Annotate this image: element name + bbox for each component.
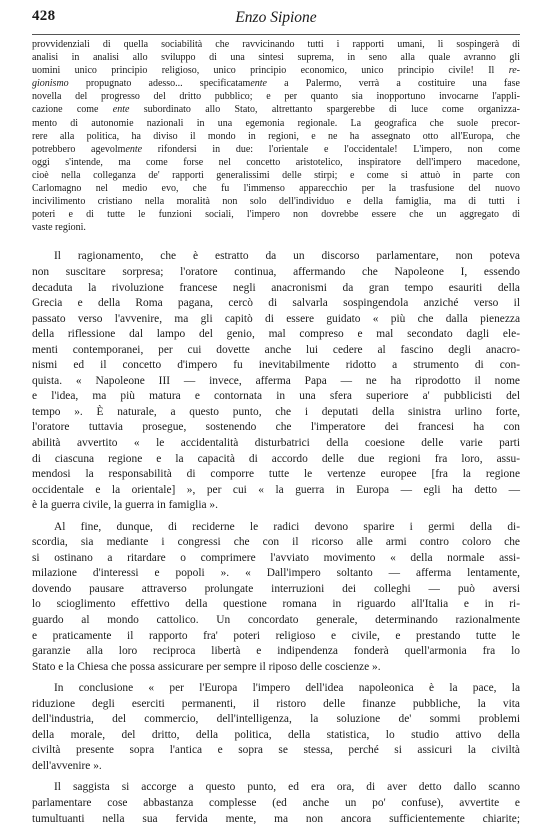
document-page xyxy=(32,8,520,827)
quote-line: potrebbero agevolmente rifondersi in due: l'orientale e l'occidentale! L'impero, non come xyxy=(32,143,521,155)
paragraph-line: passato verso l'avvenire, ma gli capitò di essere guidato « più che dalla pienezza xyxy=(32,312,520,325)
paragraph xyxy=(32,780,520,827)
paragraph-line: decaduta la rivoluzione francese negli anacronismi da gran tempo esauriti della xyxy=(32,281,520,294)
quote-line: novella del progresso del dritto pubblico; e per quanto sia inopportuno invocarne l'appli- xyxy=(32,91,520,103)
quote-line: uomini unico principio religioso, unico principio economico, unico principio civile! Il re- xyxy=(32,65,520,77)
paragraph-line: dell'industria, del commercio, dell'intelligenza, la soluzione de' sommi problemi xyxy=(32,713,520,726)
paragraph-line: menti contemporanei, per cui dovette anche lui cedere al fascino degli anacro- xyxy=(32,343,520,356)
paragraph-line: Il ragionamento, che è estratto da un discorso parlamentare, non poteva xyxy=(54,250,520,263)
quote-line: gionismo propugnato adesso... specificatamente a Palermo, verrà a costituire una fase xyxy=(32,78,520,90)
paragraph-line: occidentale e la orientale] », per cui « la guerra in Europa — egli ha detto — xyxy=(32,483,520,496)
paragraph-line: dovendo pausare attraverso prolungate interruzioni dei colleghi — può aversi xyxy=(32,582,520,595)
paragraph-line: In conclusione « per l'Europa l'impero dell'idea napoleonica è la pace, la xyxy=(54,682,520,695)
paragraph-line: nismi ed il concetto d'impero fu inevitabilmente ridotto a strumento di con- xyxy=(32,359,520,372)
quote-line: mento di autonomie nazionali in una egemonia regionale. La geografica che suole precor- xyxy=(32,117,520,129)
quote-line: vaste regioni. xyxy=(32,222,86,234)
quote-line: oggi s'intende, ma come forse nel concetto aristotelico, inspiratore dell'impero macedone, xyxy=(32,156,520,168)
paragraph-line: dell'avvenire ». xyxy=(32,759,102,772)
paragraph-line: non suscitare sorpresa; l'oratore continua, affermando che Napoleone I, essendo xyxy=(32,265,520,278)
paragraph-line: tempo ». È naturale, a questo punto, che i deputati della sinistra urlino forte, xyxy=(32,405,520,418)
paragraph-line: di ciascuna regione e la capacità di accordo delle due regioni fra loro, assu- xyxy=(32,452,520,465)
paragraph-line: lo scioglimento effettivo della questione romana in riguardo all'Italia e in ri- xyxy=(32,598,520,611)
paragraph-line: parlamentare cose abbastanza complesse (ed anche un po' confuse), avvertite e xyxy=(32,797,520,809)
paragraph xyxy=(32,249,520,513)
paragraph-line: della riflessione dal lampo del genio, mal compreso e mal secondato dagli ele- xyxy=(32,328,520,341)
paragraph-line: civiltà presente sopra l'antica e sopra se stessa, perché si assicuri la civiltà xyxy=(32,744,520,757)
paragraph-line: scordia, sia mediante i congressi che con il ricorso alle armi contro coloro che xyxy=(32,536,520,549)
quote-line: cazione come ente subordinato allo Stato, altrettanto spargerebbe di luce come organizza- xyxy=(32,104,521,116)
paragraph xyxy=(32,681,520,774)
paragraph-line: mendosi la responsabilità di comporre tutte le vertenze europee [fra la regione xyxy=(32,468,520,481)
paragraph-line: milazione d'interessi e popoli ». « Dall'impero soltanto — afferma lentamente, xyxy=(32,567,520,580)
quote-line: incivilimento cristiano nella moralità non solo dell'individuo e della famiglia, ma di tutti i xyxy=(32,196,520,208)
paragraph-line: abilità avvertito « le accidentalità disturbatrici della coesione delle varie parti xyxy=(32,436,520,449)
quote-line: provvidenziali di quella sociabilità che ravvicinando tutti i rapporti umani, li sospingerà di xyxy=(32,39,520,50)
quote-line: poteri e di tutte le funzioni sociali, l'impero non dovrebbe essere che un aggregato di xyxy=(32,209,520,221)
paragraph-line: e l'idea, ma più matura e contornata in una sfera superiore a' pubblicisti del xyxy=(32,390,520,403)
paragraph-line: Grecia e della Roma pagana, cercò di salvarla sospingendola anziché verso il xyxy=(32,297,520,310)
paragraph-line: l'oratore tuttavia prosegue, sostenendo che l'imperatore dei francesi ha con xyxy=(32,421,520,434)
paragraph-line: e praticamente il rapporto fra' poteri religioso e civile, e prestando tutte le xyxy=(32,629,520,642)
running-head xyxy=(32,8,520,35)
paragraph-line: quista. « Napoleone III — invece, afferma Papa — ne ha riprodotto il nome xyxy=(32,374,520,387)
paragraph-line: riduzione degli eserciti permanenti, il ristoro delle finanze pubbliche, la vita xyxy=(32,697,520,710)
paragraph-line: guardo al mondo cattolico. Un concordato generale, determinando razionalmente xyxy=(32,613,520,626)
body-text xyxy=(32,249,520,827)
quote-line: rere alla politica, ha diviso il mondo in regioni, e ne ha assegnato otto all'Europa, che xyxy=(32,130,520,142)
paragraph-line: si ostinano a ritardare o comprimere l'avviato movimento « della normale assi- xyxy=(32,551,520,564)
quote-line: Carlomagno nel medio evo, che fu l'immenso apparecchio per la trasfusione del nuovo xyxy=(32,183,520,195)
paragraph-line: Il saggista si accorge a questo punto, ed era ora, di aver detto dallo scanno xyxy=(54,781,520,794)
block-quote xyxy=(32,35,520,234)
running-title: Enzo Sipione xyxy=(235,9,317,26)
quote-line: cioè nella colleganza de' rapporti generalissimi delle stirpi; e come si attuò in parte con xyxy=(32,169,520,181)
paragraph-line: garanzie alla loro reciproca libertà e indipendenza fonderà quell'armonia fra lo xyxy=(32,645,520,658)
paragraph-line: Stato e la Chiesa che possa assicurare per sempre il riposo delle coscienze ». xyxy=(32,660,381,673)
paragraph-line: tumultuanti nella sua fervida mente, ma non ancora sufficientemente chiarite; xyxy=(32,812,520,825)
page-number: 428 xyxy=(32,8,56,24)
paragraph-line: della morale, del dritto, della politica, della statistica, lo studio attivo della xyxy=(32,728,520,741)
quote-line: analisi in analisi allo sviluppo di una sintesi suprema, in seno alla quale avranno gli xyxy=(32,52,520,64)
paragraph xyxy=(32,520,520,675)
paragraph-line: è la guerra civile, la guerra in famiglia ». xyxy=(32,499,218,512)
paragraph-line: Al fine, dunque, di reciderne le radici devono sparire i germi della di- xyxy=(54,520,520,533)
